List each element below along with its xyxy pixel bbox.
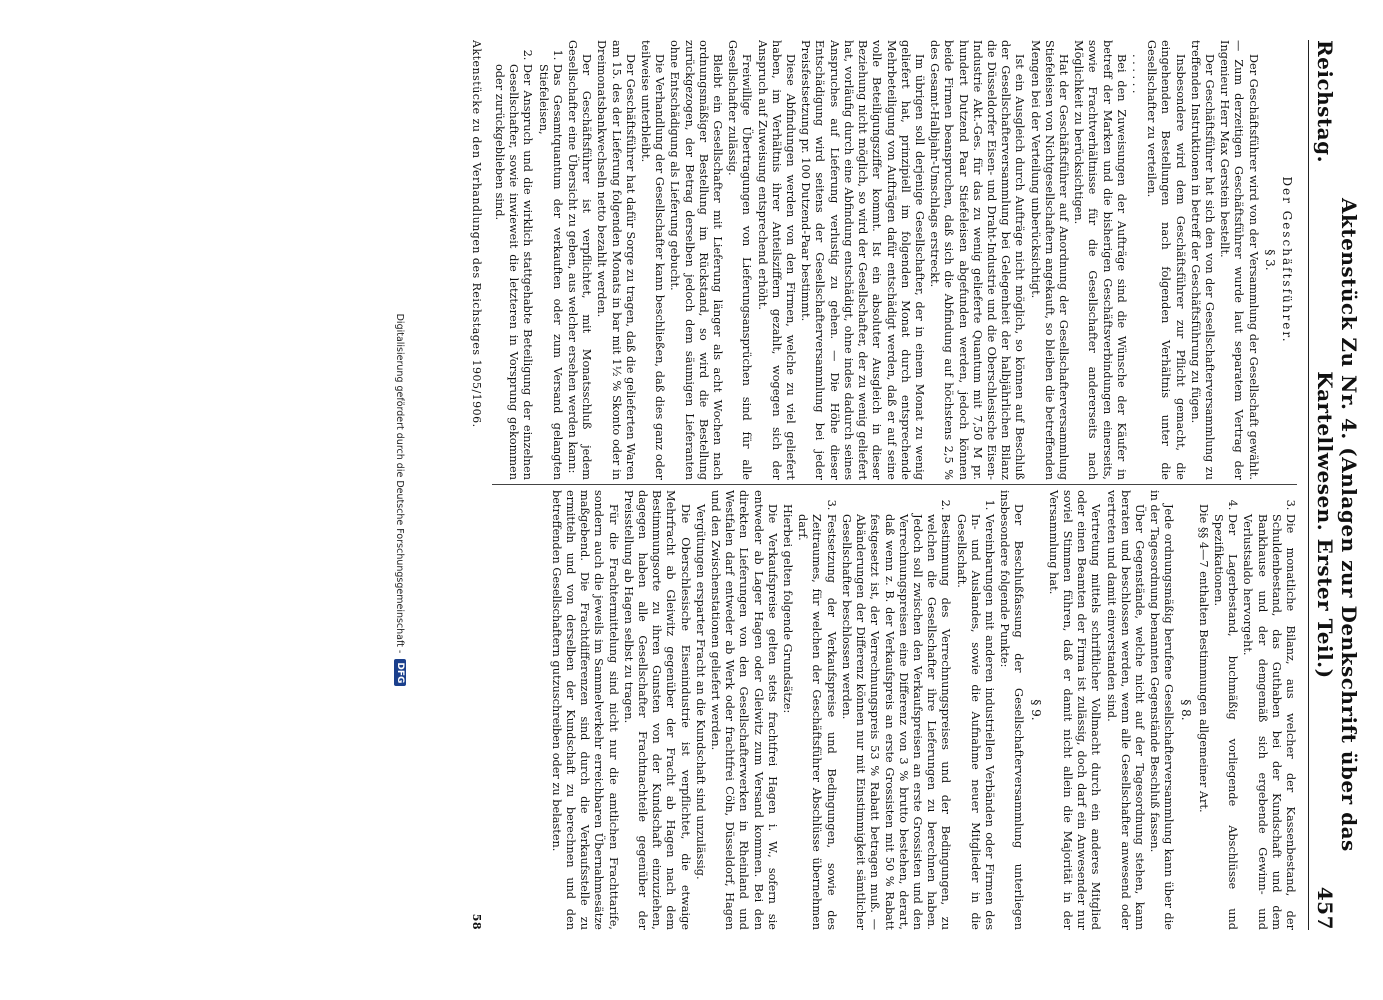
paragraph: Bleibt ein Gesellschafter mit Lieferung länger als acht Wochen nach ordnungsmäßiger Bestellung im Rückstand, so wird die Bestellung zurückgezogen, der Betrag derselben jedoch dem säumigen Lieferanten ohne Entschädigung als Lieferung gebucht. (668, 40, 725, 480)
left-paragraphs (565, 40, 1260, 480)
header-left: Reichstag. (1313, 40, 1337, 164)
list-item: 3. Die monatliche Bilanz, aus welcher der Kassenbestand, der Schuldenbestand, das Guthaben bei der Kundschaft und dem Bankhause und der demgemäß sich ergebende Gewinn- und Verlustsaldo hervorgeht. (1240, 514, 1297, 930)
section-8: § 8. (1178, 699, 1193, 721)
paragraph: Diese Abfindungen werden von den Firmen, welche zu viel geliefert haben, im Verhältnis ihrer Anteilsziffern gezahlt, wogegen sich der Anspruch auf Zuweisung entsprechend erhöht. (755, 40, 798, 480)
left-list (492, 40, 564, 480)
paragraph: Bei den Zuweisungen der Aufträge sind die Wünsche der Käufer in betreff der Marken und die bisherigen Geschäftsverbindungen einerseits, sowie Frachtverhältnisse für die Gesellschafter andererseits nach Möglichkeit zu berücksichtigen. (1072, 40, 1128, 480)
header-title: Aktenstück Zu Nr. 4. (Anlagen zur Denkschrift über das Kartellwesen. Erster Teil.) (1313, 198, 1361, 852)
footer-left: Aktenstücke zu den Verhandlungen des Reichstages 1905/1906. (470, 40, 483, 428)
right-top-list (1211, 490, 1297, 930)
paragraph: Im übrigen soll derjenige Gesellschafter, der in einem Monat zu wenig geliefert hat, prinzipiell im folgenden Monat durch entsprechende Mehrbeteiligung von Aufträgen dafür entschädigt werden, daß er auf seine volle Beteiligungsziffer kommt. Ist ein absoluter Ausgleich in dieser Beziehung nicht möglich, so wird der Gesellschafter, der zu wenig geliefert hat, vorläufig durch eine Abfindung entschädigt, ohne indes dadurch seines Anspruches auf Lieferung verlustig zu gehen. — Die Höhe dieser Entschädigung wird seitens der Gesellschafterversammlung bei jeder Preisfestsetzung pr. 100 Dutzend-Paar bestimmt. (799, 40, 926, 480)
page-header (1313, 40, 1361, 930)
section-9-intro: Der Beschlußfassung der Gesellschafterversammlung unterliegen insbesondere folgende Punkte: (998, 490, 1026, 930)
paragraph: Freiwillige Übertragungen von Lieferungsansprüchen sind für alle Gesellschafter zulässig. (726, 40, 754, 480)
paragraph: Die Verkaufspreise gelten stets frachtfrei Hagen i. W., sofern sie entweder ab Lager Hagen oder Gleiwitz zum Versand kommen. Bei den direkten Lieferungen von den Gesellschafterwerken in Rheinland und Westfalen darf entweder ab Werk oder frachtfrei Cöln, Düsseldorf, Hagen und den Zwischenstationen geliefert werden. (709, 490, 779, 930)
digitization-note (389, 0, 411, 1000)
section-9-paragraphs (549, 490, 794, 930)
general-note: Die §§ 4—7 enthalten Bestimmungen allgemeiner Art. (1196, 504, 1210, 813)
left-heading: Der Geschäftsführer. (1280, 176, 1294, 344)
paragraph: Über Gegenstände, welche nicht auf der Tagesordnung stehen, kann beraten und beschlossen werden, wenn alle Gesellschafter anwesend oder vertreten und damit einverstanden sind. (1104, 490, 1146, 930)
paragraph: Der Geschäftsführer wird von der Versammlung der Gesellschaft gewählt. — Zum derzeitigen Geschäftsführer wurde laut separatem Vertrag der Ingenieur Herr Max Gerstein bestellt. (1218, 40, 1260, 480)
column-divider (492, 484, 1297, 485)
page-number: 457 (1313, 886, 1337, 930)
list-item: 1. Das Gesamtquantum der verkauften oder zum Versand gelangten Stiefeleisen, (535, 64, 563, 480)
paragraph: Der Geschäftsführer hat sich den von der Gesellschafterversammlung zu treffenden Instruktionen in betreff der Geschäftsführung zu fügen. (1188, 40, 1216, 480)
paragraph: Vertretung mittels schriftlicher Vollmacht durch ein anderes Mitglied oder einen Beamten der Firma ist zulässig, doch darf ein Anwesender nur soviel Stimmen führen, daß er damit nicht allein die Majorität in der Versammlung hat. (1046, 490, 1103, 930)
dfg-logo: DFG (394, 659, 406, 686)
list-item: 2. Der Anspruch und die wirklich stattgehabte Beteiligung der einzelnen Gesellschafter, sowie inwieweit die letzteren in Vorsprung gekommen oder zurückgeblieben sind. (492, 64, 535, 480)
page-footer (470, 40, 483, 930)
section-9: § 9. (1028, 699, 1043, 721)
section-3: § 3. (1262, 249, 1277, 271)
paragraph: Hierbei gelten folgende Grundsätze: (781, 504, 795, 714)
right-column (548, 490, 1297, 930)
header-rule (1308, 40, 1309, 930)
digitization-text: Digitalisierung gefördert durch die Deutsche Forschungsgemeinschaft - (394, 313, 406, 654)
paragraph: . . . . . . (1129, 54, 1143, 94)
paragraph: Der Geschäftsführer hat dafür Sorge zu tragen, daß die gelieferten Waren am 15. des der Lieferung folgenden Monats in bar mit 1½ % Skonto oder in Dreimonatsbankwechseln netto bezahlt werden. (595, 40, 637, 480)
paragraph: Die Oberschlesische Eisenindustrie ist verpflichtet, die etwaige Mehrfracht ab Gleiwitz gegenüber der Fracht ab Hagen nach dem Bestimmungsorte zu ihren Gunsten von der Kundschaft einzuziehen, dagegen haben alle Gesellschafter Frachtnachteile gegenüber der Preisstellung ab Hagen selbst zu tragen. (621, 490, 692, 930)
paragraph: Für die Frachtermittelung sind nicht nur die amtlichen Frachttarife, sondern auch die jeweils im Sammelverkehr erreichbaren Übernahmesätze maßgebend. Die Frachtdifferenzen sind durch die Verkaufsstelle zu ermitteln und von derselben der Kundschaft zu berechnen und den betreffenden Gesellschaftern gutzuschreiben oder zu belasten. (549, 490, 620, 930)
paragraph: Jede ordnungsmäßig berufene Gesellschafterversammlung kann über die in der Tagesordnung benannten Gegenstände Beschluß fassen. (1148, 490, 1176, 930)
paragraph: Die Verhandlung der Gesellschafter kann beschließen, daß dies ganz oder teilweise unterbleibt. (639, 40, 667, 480)
section-8-paragraphs (1046, 490, 1176, 930)
paragraph: Der Geschäftsführer ist verpflichtet, mit Monatsschluß jedem Gesellschafter eine Übersicht zu geben, aus welcher ersehen werden kann: (566, 40, 594, 480)
paragraph: Insbesondere wird dem Geschäftsführer zur Pflicht gemacht, die eingehenden Bestellungen nach folgenden Verhältnis unter die Gesellschafter zu verteilen. (1145, 40, 1187, 480)
footer-signature: 58 (470, 913, 483, 930)
list-item: 3. Festsetzung der Verkaufspreise und Bedingungen, sowie des Zeitraumes, für welchen der Geschäftsführer Abschlüsse übernehmen darf. (795, 514, 838, 930)
paragraph: Vergütungen ersparter Fracht an die Kundschaft sind unzulässig. (693, 504, 707, 880)
list-item: 4. Der Lagerbestand, buchmäßig vorliegende Abschlüsse und Spezifikationen. (1211, 514, 1239, 930)
paragraph: Ist ein Ausgleich durch Aufträge nicht möglich, so können auf Beschluß der Gesellschafterversammlung bei Gelegenheit der halbjährlichen Bilanz die Düsseldorfer Eisen- und Draht-Industrie und die Oberschlesische Eisen-Industrie Akt.-Ges. für das zu wenig gelieferte Quantum mit 7,50 M pr. hundert Dutzend Paar Stiefeleisen abgefunden werden, jedoch können beide Firmen beanspruchen, daß sich die Abfindung auf höchstens 2,5 % des Gesamt-Halbjahr-Umschlags erstreckt. (928, 40, 1027, 480)
list-item: 2. Bestimmung des Verrechnungspreises und der Bedingungen, zu welchen die Gesellschafter ihre Lieferungen zu berechnen haben. Jedoch soll zwischen den Verkaufspreisen an erste Grossisten und den Verrechnungspreisen eine Differenz von 3 % brutto bestehen, derart, daß wenn z. B. der Verkaufspreis an erste Grossisten mit 50 % Rabatt festgesetzt ist, der Verrechnungspreis 53 % Rabatt betragen muß. — Abänderungen der Differenz können nur mit Einstimmigkeit sämtlicher Gesellschafter beschlossen werden. (839, 514, 953, 930)
left-column (491, 40, 1297, 480)
list-item: 1. Vereinbarungen mit anderen industriellen Verbänden oder Firmen des In- und Auslandes, sowie die Aufnahme neuer Mitglieder in die Gesellschaft. (953, 514, 996, 930)
section-9-list (795, 490, 996, 930)
paragraph: Hat der Geschäftsführer auf Anordnung der Gesellschafterversammlung Stiefeleisen von Nichtgesellschaftern angekauft, so bleiben die betreffenden Mengen bei der Verteilung unberücksichtigt. (1028, 40, 1070, 480)
